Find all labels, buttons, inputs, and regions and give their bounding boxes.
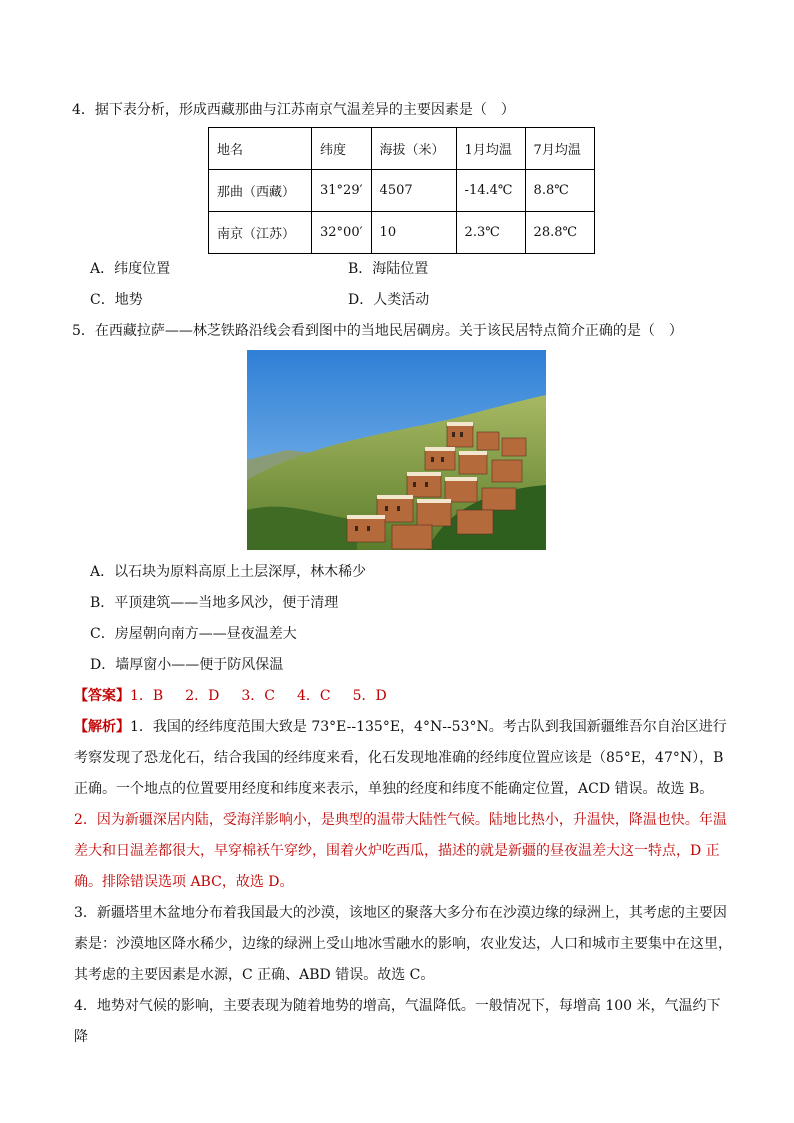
table-cell: 32°00′	[312, 212, 372, 254]
answer-label: 【答案】	[74, 688, 130, 704]
table-header-cell: 7月均温	[525, 128, 594, 170]
table-cell: 那曲（西藏）	[209, 170, 312, 212]
question-4-stem: 4．据下表分析，形成西藏那曲与江苏南京气温差异的主要因素是（ ）	[72, 102, 515, 118]
answer-item: 2．D	[185, 688, 220, 704]
answer-item: 1．B	[130, 688, 164, 704]
table-cell: -14.4℃	[456, 170, 525, 212]
analysis-paragraph-4: 4．地势对气候的影响，主要表现为随着地势的增高，气温降低。一般情况下，每增高 100 米，气温约下降	[74, 998, 721, 1045]
table-header-cell: 地名	[209, 128, 312, 170]
table-cell: 南京（江苏）	[209, 212, 312, 254]
q5-option-d: D．墙厚窗小——便于防风保温	[90, 657, 284, 673]
answer-line	[74, 686, 387, 706]
table-cell: 4507	[371, 170, 456, 212]
analysis-paragraph-3: 3．新疆塔里木盆地分布着我国最大的沙漠，该地区的聚落大多分布在沙漠边缘的绿洲上，其考虑的主要因素是：沙漠地区降水稀少，边缘的绿洲上受山地冰雪融水的影响，农业发达，人口和城市主要集中在这里，其考虑的主要因素是水源，C 正确、ABD 错误。故选 C。	[74, 905, 732, 983]
tibetan-dwelling-photo	[247, 350, 546, 550]
analysis-text: 1．我国的经纬度范围大致是 73°E--135°E，4°N--53°N。考古队到我国新疆维吾尔自治区进行考察发现了恐龙化石，结合我国的经纬度来看，化石发现地准确的经纬度位置应该是（85°E，47°N），B 正确。一个地点的位置要用经度和纬度来表示，单独的经度和纬度不能确定位置，ACD 错误。故选 B。	[74, 719, 727, 797]
q5-option-b: B．平顶建筑——当地多风沙，便于清理	[90, 595, 339, 611]
q5-option-c: C．房屋朝向南方——昼夜温差大	[90, 626, 297, 642]
table-header-cell: 海拔（米）	[371, 128, 456, 170]
climate-table	[208, 127, 595, 254]
table-cell: 28.8℃	[525, 212, 594, 254]
q4-option-b: B．海陆位置	[348, 261, 429, 277]
answer-item: 3．C	[241, 688, 275, 704]
q4-option-d: D．人类活动	[348, 292, 430, 308]
table-cell: 10	[371, 212, 456, 254]
table-row	[209, 170, 595, 212]
answer-item: 4．C	[296, 688, 331, 704]
table-row	[209, 212, 595, 254]
analysis-label: 【解析】	[74, 719, 130, 735]
q4-option-a: A．纬度位置	[90, 261, 171, 277]
table-header-row	[209, 128, 595, 170]
table-header-cell: 纬度	[312, 128, 372, 170]
analysis-paragraph-2: 2．因为新疆深居内陆，受海洋影响小，是典型的温带大陆性气候。陆地比热小，升温快，降温也快。年温差大和日温差都很大，早穿棉袄午穿纱，围着火炉吃西瓜，描述的就是新疆的昼夜温差大这一特点，D 正确。排除错误选项 ABC，故选 D。	[74, 812, 727, 890]
q5-option-a: A．以石块为原料高原上土层深厚，林木稀少	[90, 564, 367, 580]
q4-option-c: C．地势	[90, 292, 143, 308]
question-5-stem: 5．在西藏拉萨——林芝铁路沿线会看到图中的当地民居碉房。关于该民居特点简介正确的是（ ）	[72, 323, 683, 339]
analysis-paragraph-1	[74, 712, 734, 805]
answer-item: 5．D	[352, 688, 387, 704]
table-cell: 8.8℃	[525, 170, 594, 212]
table-header-cell: 1月均温	[456, 128, 525, 170]
table-cell: 2.3℃	[456, 212, 525, 254]
table-cell: 31°29′	[312, 170, 372, 212]
